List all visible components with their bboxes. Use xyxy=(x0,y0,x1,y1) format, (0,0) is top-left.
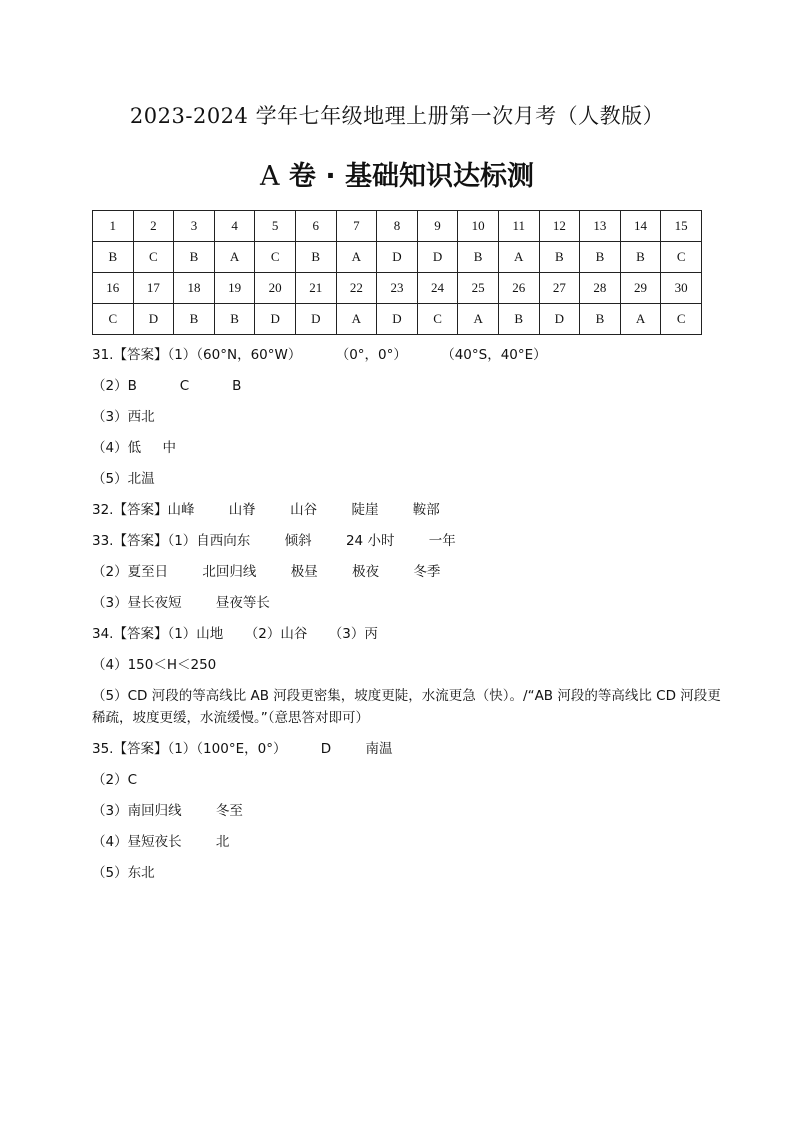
table-cell: C xyxy=(133,242,174,273)
table-cell: 20 xyxy=(255,273,296,304)
table-row-answers xyxy=(93,304,702,335)
table-cell: 23 xyxy=(377,273,418,304)
table-cell: 30 xyxy=(661,273,702,304)
answer-line: （4）昼短夜长 北 xyxy=(92,834,230,850)
answer-line: （5）CD 河段的等高线比 AB 河段更密集，坡度更陡，水流更急（快）。/“AB 河段的等高线比 CD 河段更稀疏，坡度更缓，水流缓慢。”（意思答对即可） xyxy=(92,688,721,726)
table-cell: B xyxy=(214,304,255,335)
table-cell: C xyxy=(417,304,458,335)
answer-line: （2）B C B xyxy=(92,378,242,394)
table-cell: B xyxy=(498,304,539,335)
table-cell: A xyxy=(620,304,661,335)
table-cell: A xyxy=(458,304,499,335)
table-cell: 14 xyxy=(620,211,661,242)
table-cell: B xyxy=(580,304,621,335)
answer-line: 33.【答案】（1）自西向东 倾斜 24 小时 一年 xyxy=(92,533,456,549)
subtitle-rest: 卷 · 基础知识达标测 xyxy=(279,161,534,192)
table-cell: D xyxy=(295,304,336,335)
answer-line: 35.【答案】（1）（100°E，0°） D 南温 xyxy=(92,741,393,757)
table-cell: 1 xyxy=(93,211,134,242)
answer-line: 34.【答案】（1）山地 （2）山谷 （3）丙 xyxy=(92,626,378,642)
table-cell: 28 xyxy=(580,273,621,304)
answer-line: （4）低 中 xyxy=(92,440,177,456)
table-cell: B xyxy=(174,304,215,335)
table-cell: C xyxy=(661,304,702,335)
table-cell: 2 xyxy=(133,211,174,242)
answer-line: （3）南回归线 冬至 xyxy=(92,803,243,819)
table-cell: 25 xyxy=(458,273,499,304)
table-cell: 4 xyxy=(214,211,255,242)
table-cell: 12 xyxy=(539,211,580,242)
table-cell: 22 xyxy=(336,273,377,304)
table-cell: 10 xyxy=(458,211,499,242)
table-cell: C xyxy=(255,242,296,273)
table-cell: D xyxy=(539,304,580,335)
table-cell: 21 xyxy=(295,273,336,304)
table-cell: C xyxy=(93,304,134,335)
table-cell: 24 xyxy=(417,273,458,304)
table-cell: D xyxy=(377,304,418,335)
table-cell: 18 xyxy=(174,273,215,304)
table-cell: 3 xyxy=(174,211,215,242)
table-row-answers xyxy=(93,242,702,273)
table-cell: 5 xyxy=(255,211,296,242)
answer-line: （3）昼长夜短 昼夜等长 xyxy=(92,595,270,611)
answer-line: 32.【答案】山峰 山脊 山谷 陡崖 鞍部 xyxy=(92,502,440,518)
table-cell: A xyxy=(336,304,377,335)
page-title: 2023-2024 学年七年级地理上册第一次月考（人教版） xyxy=(129,104,665,128)
section-subtitle xyxy=(0,154,794,193)
table-cell: B xyxy=(93,242,134,273)
table-cell: B xyxy=(458,242,499,273)
subtitle-prefix: A xyxy=(260,161,280,192)
table-cell: 8 xyxy=(377,211,418,242)
table-cell: B xyxy=(295,242,336,273)
table-cell: D xyxy=(417,242,458,273)
table-row-question-numbers xyxy=(93,273,702,304)
table-cell: B xyxy=(174,242,215,273)
table-cell: D xyxy=(377,242,418,273)
table-cell: A xyxy=(336,242,377,273)
table-cell: 29 xyxy=(620,273,661,304)
answer-line: 31.【答案】（1）（60°N，60°W） （0°，0°） （40°S，40°E） xyxy=(92,347,547,363)
table-cell: 7 xyxy=(336,211,377,242)
answer-line: （4）150＜H＜250 xyxy=(92,657,217,673)
table-cell: 6 xyxy=(295,211,336,242)
table-cell: A xyxy=(214,242,255,273)
table-cell: 26 xyxy=(498,273,539,304)
table-cell: D xyxy=(255,304,296,335)
table-cell: 16 xyxy=(93,273,134,304)
answer-list xyxy=(92,344,732,893)
answer-line: （5）北温 xyxy=(92,471,155,487)
answer-line: （2）夏至日 北回归线 极昼 极夜 冬季 xyxy=(92,564,441,580)
table-cell: B xyxy=(620,242,661,273)
table-cell: 13 xyxy=(580,211,621,242)
table-cell: D xyxy=(133,304,174,335)
answer-line: （5）东北 xyxy=(92,865,155,881)
table-cell: 19 xyxy=(214,273,255,304)
answer-line: （2）C xyxy=(92,772,138,788)
table-cell: 11 xyxy=(498,211,539,242)
table-cell: C xyxy=(661,242,702,273)
table-cell: 17 xyxy=(133,273,174,304)
table-row-question-numbers xyxy=(93,211,702,242)
table-cell: B xyxy=(580,242,621,273)
table-cell: B xyxy=(539,242,580,273)
table-cell: 27 xyxy=(539,273,580,304)
table-cell: 9 xyxy=(417,211,458,242)
table-cell: 15 xyxy=(661,211,702,242)
table-cell: A xyxy=(498,242,539,273)
answer-line: （3）西北 xyxy=(92,409,155,425)
answer-key-table xyxy=(92,210,702,335)
